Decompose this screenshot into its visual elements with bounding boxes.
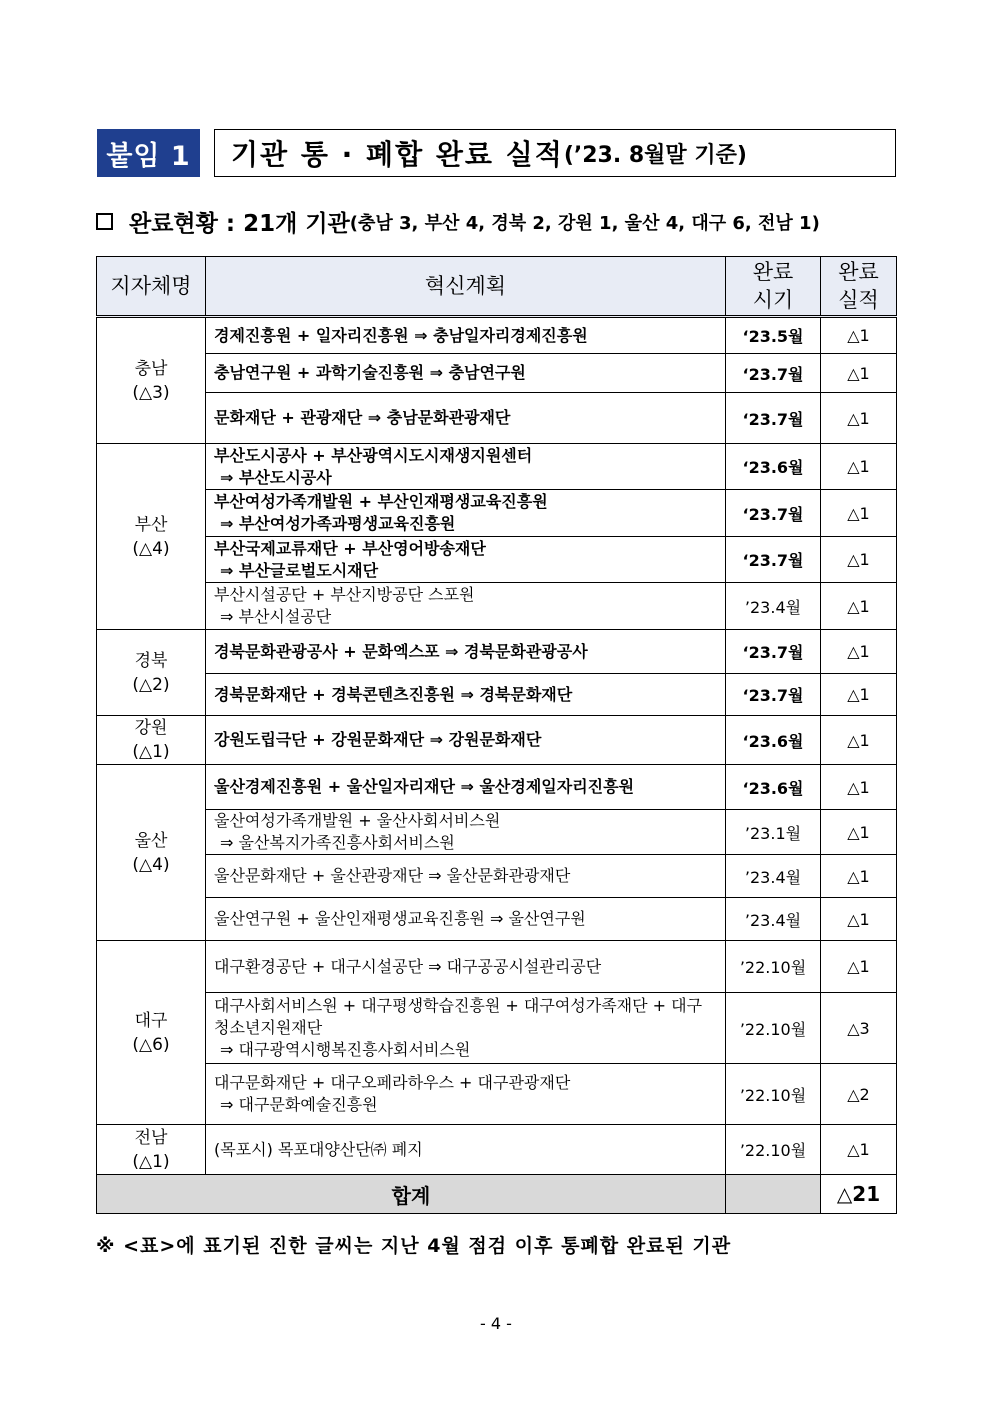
completion-date: ’22.10월: [726, 941, 821, 993]
plan-result-line: ⇒ 부산글로벌도시재단: [220, 560, 379, 580]
plan-result-line: ⇒ 부산시설공단: [220, 607, 332, 626]
plan-result-line: ⇒ 부산도시공사: [220, 467, 332, 487]
plan-line: 부산시설공단 + 부산지방공단 스포원: [214, 585, 475, 604]
table-body: [97, 317, 897, 1175]
completion-result: △1: [821, 674, 897, 716]
table-row: [97, 393, 897, 444]
plan-line: 충남연구원 + 과학기술진흥원 ⇒ 충남연구원: [214, 363, 526, 382]
summary-detail: (충남 3, 부산 4, 경북 2, 강원 1, 울산 4, 대구 6, 전남 1): [349, 212, 820, 234]
plan-cell: [206, 537, 726, 583]
completion-date: ’22.10월: [726, 1125, 821, 1175]
region-name: 경북: [134, 650, 168, 671]
region-cell: [97, 941, 206, 1125]
plan-result-line: ⇒ 대구문화예술진흥원: [220, 1095, 378, 1114]
total-row: [97, 1175, 897, 1214]
plan-cell: [206, 810, 726, 855]
summary-lead: 완료현황 : 21개 기관: [129, 211, 350, 237]
table-row: [97, 855, 897, 898]
completion-date: ‘23.7월: [726, 537, 821, 583]
region-name: 대구: [134, 1010, 168, 1031]
header-result-line2: 실적: [838, 288, 879, 312]
plan-line: 부산여성가족개발원 + 부산인재평생교육진흥원: [214, 492, 548, 511]
completion-date: ’22.10월: [726, 1064, 821, 1125]
plan-cell: [206, 765, 726, 810]
total-label: 합계: [97, 1175, 726, 1214]
merger-results-table: [96, 256, 897, 1214]
region-name: 충남: [134, 358, 168, 379]
header-when-line2: 시기: [752, 288, 794, 312]
region-count: (△2): [132, 674, 170, 695]
plan-line: 울산여성가족개발원 + 울산사회서비스원: [214, 811, 501, 830]
plan-cell: [206, 993, 726, 1064]
plan-cell: [206, 630, 726, 674]
plan-line: 부산도시공사 + 부산광역시도시재생지원센터: [214, 445, 533, 465]
plan-line: 경북문화재단 + 경북콘텐츠진흥원 ⇒ 경북문화재단: [214, 684, 573, 704]
attachment-badge: 붙임 1: [97, 129, 200, 177]
plan-result-line: ⇒ 대구광역시행복진흥사회서비스원: [220, 1040, 471, 1059]
completion-date: ‘23.7월: [726, 354, 821, 393]
plan-cell: [206, 1125, 726, 1175]
plan-cell: [206, 1064, 726, 1125]
page-title: [214, 129, 896, 177]
region-name: 울산: [134, 830, 168, 851]
plan-cell: [206, 898, 726, 941]
completion-result: △1: [821, 810, 897, 855]
region-cell: [97, 716, 206, 765]
region-cell: [97, 630, 206, 716]
completion-date: ‘23.6월: [726, 765, 821, 810]
completion-date: ‘23.5월: [726, 317, 821, 354]
plan-line: 문화재단 + 관광재단 ⇒ 충남문화관광재단: [214, 408, 511, 427]
completion-result: △1: [821, 1125, 897, 1175]
table-row: [97, 898, 897, 941]
plan-line: 울산경제진흥원 + 울산일자리재단 ⇒ 울산경제일자리진흥원: [214, 777, 635, 796]
header-when-line1: 완료: [752, 260, 794, 284]
completion-result: △1: [821, 444, 897, 490]
plan-cell: [206, 583, 726, 630]
completion-date: ‘23.6월: [726, 716, 821, 765]
region-count: (△4): [132, 538, 170, 559]
completion-result: △1: [821, 941, 897, 993]
header-region: 지자체명: [97, 257, 206, 317]
completion-result: △1: [821, 855, 897, 898]
table-row: [97, 810, 897, 855]
table-row: [97, 941, 897, 993]
table-row: [97, 583, 897, 630]
header-when: [726, 257, 821, 317]
completion-date: ‘23.7월: [726, 674, 821, 716]
completion-date: ‘23.6월: [726, 444, 821, 490]
table-row: [97, 444, 897, 490]
region-count: (△1): [132, 742, 170, 762]
completion-result: △1: [821, 583, 897, 630]
plan-line: 대구문화재단 + 대구오페라하우스 + 대구관광재단: [214, 1073, 571, 1092]
region-cell: [97, 317, 206, 444]
total-when: [726, 1175, 821, 1214]
header-result-line1: 완료: [838, 260, 879, 284]
table-row: [97, 317, 897, 354]
region-name: 부산: [134, 514, 168, 535]
region-count: (△6): [132, 1034, 170, 1055]
table-row: [97, 1125, 897, 1175]
completion-date: ’23.1월: [726, 810, 821, 855]
page-number: - 4 -: [480, 1314, 512, 1333]
table-row: [97, 674, 897, 716]
table-row: [97, 630, 897, 674]
plan-result-line: ⇒ 부산여성가족과평생교육진흥원: [220, 514, 456, 533]
plan-cell: [206, 490, 726, 537]
title-main: 기관 통 · 폐합 완료 실적: [231, 138, 564, 171]
region-count: (△3): [132, 382, 170, 403]
completion-date: ’23.4월: [726, 583, 821, 630]
region-name: 전남: [134, 1127, 168, 1148]
completion-date: ’23.4월: [726, 855, 821, 898]
region-name: 강원: [134, 718, 168, 738]
region-count: (△4): [132, 854, 170, 875]
table-row: [97, 765, 897, 810]
plan-cell: [206, 393, 726, 444]
plan-cell: [206, 674, 726, 716]
completion-result: △1: [821, 765, 897, 810]
completion-result: △1: [821, 537, 897, 583]
plan-cell: [206, 855, 726, 898]
completion-result: △1: [821, 630, 897, 674]
region-count: (△1): [132, 1151, 170, 1172]
completion-result: △1: [821, 490, 897, 537]
plan-line: 강원도립극단 + 강원문화재단 ⇒ 강원문화재단: [214, 730, 542, 749]
completion-result: △2: [821, 1064, 897, 1125]
plan-cell: [206, 716, 726, 765]
header-plan: 혁신계획: [206, 257, 726, 317]
completion-date: ‘23.7월: [726, 490, 821, 537]
completion-date: ‘23.7월: [726, 630, 821, 674]
plan-cell: [206, 354, 726, 393]
completion-result: △1: [821, 354, 897, 393]
region-cell: [97, 1125, 206, 1175]
plan-line: 대구환경공단 + 대구시설공단 ⇒ 대구공공시설관리공단: [214, 956, 602, 976]
table-header-row: [97, 257, 897, 317]
completion-result: △1: [821, 393, 897, 444]
completion-result: △1: [821, 716, 897, 765]
plan-line: (목포시) 목포대양산단㈜ 폐지: [214, 1139, 423, 1159]
footnote: ※ <표>에 표기된 진한 글씨는 지난 4월 점검 이후 통폐합 완료된 기관: [96, 1235, 732, 1257]
plan-line: 경북문화관광공사 + 문화엑스포 ⇒ 경북문화관광공사: [214, 641, 588, 661]
checkbox-square-icon: [96, 213, 113, 230]
completion-date: ’22.10월: [726, 993, 821, 1064]
completion-result: △3: [821, 993, 897, 1064]
completion-summary: [96, 205, 896, 238]
region-cell: [97, 444, 206, 630]
completion-date: ‘23.7월: [726, 393, 821, 444]
table-row: [97, 354, 897, 393]
completion-result: △1: [821, 317, 897, 354]
plan-line: 부산국제교류재단 + 부산영어방송재단: [214, 538, 486, 558]
table-row: [97, 490, 897, 537]
plan-cell: [206, 941, 726, 993]
completion-date: ’23.4월: [726, 898, 821, 941]
table-row: [97, 1064, 897, 1125]
table-row: [97, 716, 897, 765]
attachment-header: [97, 129, 896, 177]
plan-cell: [206, 444, 726, 490]
total-result: △21: [821, 1175, 897, 1214]
plan-line: 울산연구원 + 울산인재평생교육진흥원 ⇒ 울산연구원: [214, 909, 586, 928]
plan-line: 울산문화재단 + 울산관광재단 ⇒ 울산문화관광재단: [214, 866, 571, 885]
plan-line: 경제진흥원 + 일자리진흥원 ⇒ 충남일자리경제진흥원: [214, 325, 588, 345]
table-row: [97, 537, 897, 583]
completion-result: △1: [821, 898, 897, 941]
plan-line: 대구사회서비스원 + 대구평생학습진흥원 + 대구여성가족재단 + 대구청소년지원재단: [214, 996, 703, 1037]
title-suffix: (’23. 8월말 기준): [563, 142, 747, 168]
plan-result-line: ⇒ 울산복지가족진흥사회서비스원: [220, 833, 455, 852]
header-result: [821, 257, 897, 317]
plan-cell: [206, 317, 726, 354]
region-cell: [97, 765, 206, 941]
table-row: [97, 993, 897, 1064]
